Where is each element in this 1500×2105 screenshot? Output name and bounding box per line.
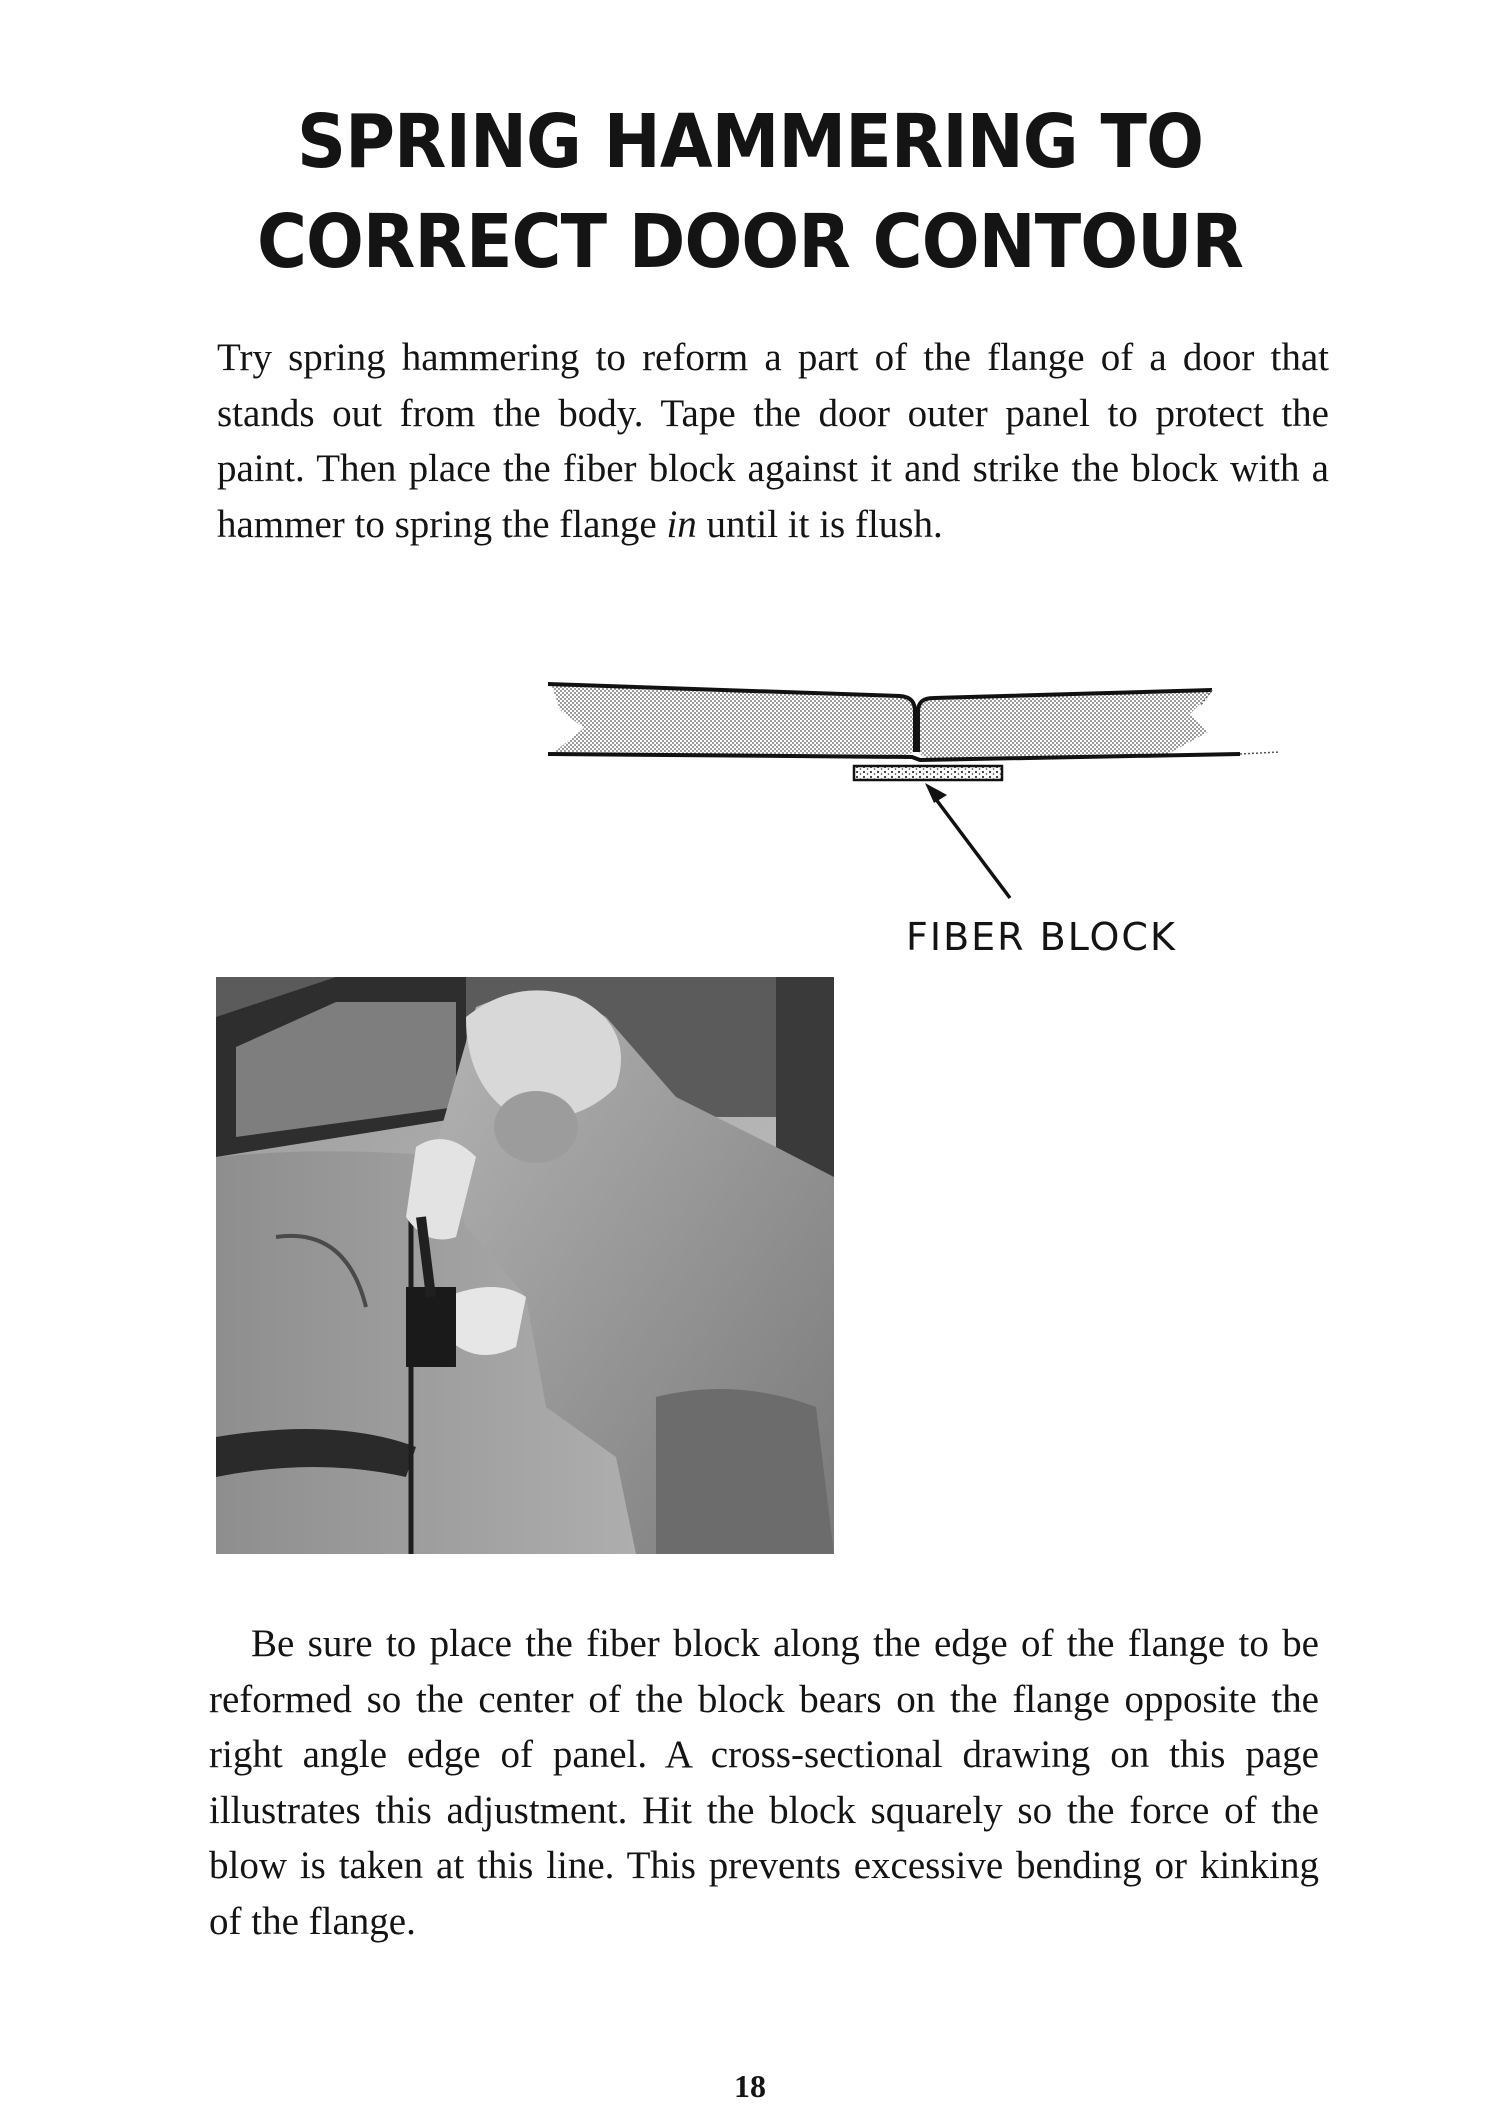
intro-text-after: until it is flush. — [696, 502, 943, 546]
right-panel-section — [918, 692, 1212, 758]
page-number: 18 — [734, 2068, 766, 2104]
callout-arrow — [932, 794, 1010, 898]
callout-arrowhead — [925, 783, 947, 803]
intro-text-before: Try spring hammering to reform a part of the flange of a door that stands out from the body. Tape the door outer panel to protect the paint. Then place the fiber block against it and strike the block with a hammer to spring the flange — [217, 336, 1329, 546]
page-title — [60, 92, 1440, 292]
fiber-block-label: FIBER BLOCK — [906, 915, 1177, 959]
title-line-2: CORRECT DOOR CONTOUR — [256, 199, 1244, 285]
intro-emphasis: in — [666, 502, 697, 546]
body-paragraph: Be sure to place the fiber block along the edge of the flange to be reformed so the center of the block bears on the flange opposite the right angle edge of panel. A cross-sectional drawing on this page illustrates this adjustment. Hit the block squarely so the force of the blow is taken at this line. This prevents excessive bending or kinking of the flange. — [209, 1622, 1319, 1943]
fiber-block-shape — [854, 766, 1002, 780]
mechanic-photo — [216, 977, 834, 1554]
title-line-1: SPRING HAMMERING TO — [296, 99, 1204, 185]
inner-panel-line — [548, 754, 1240, 760]
intro-paragraph — [217, 330, 1329, 552]
